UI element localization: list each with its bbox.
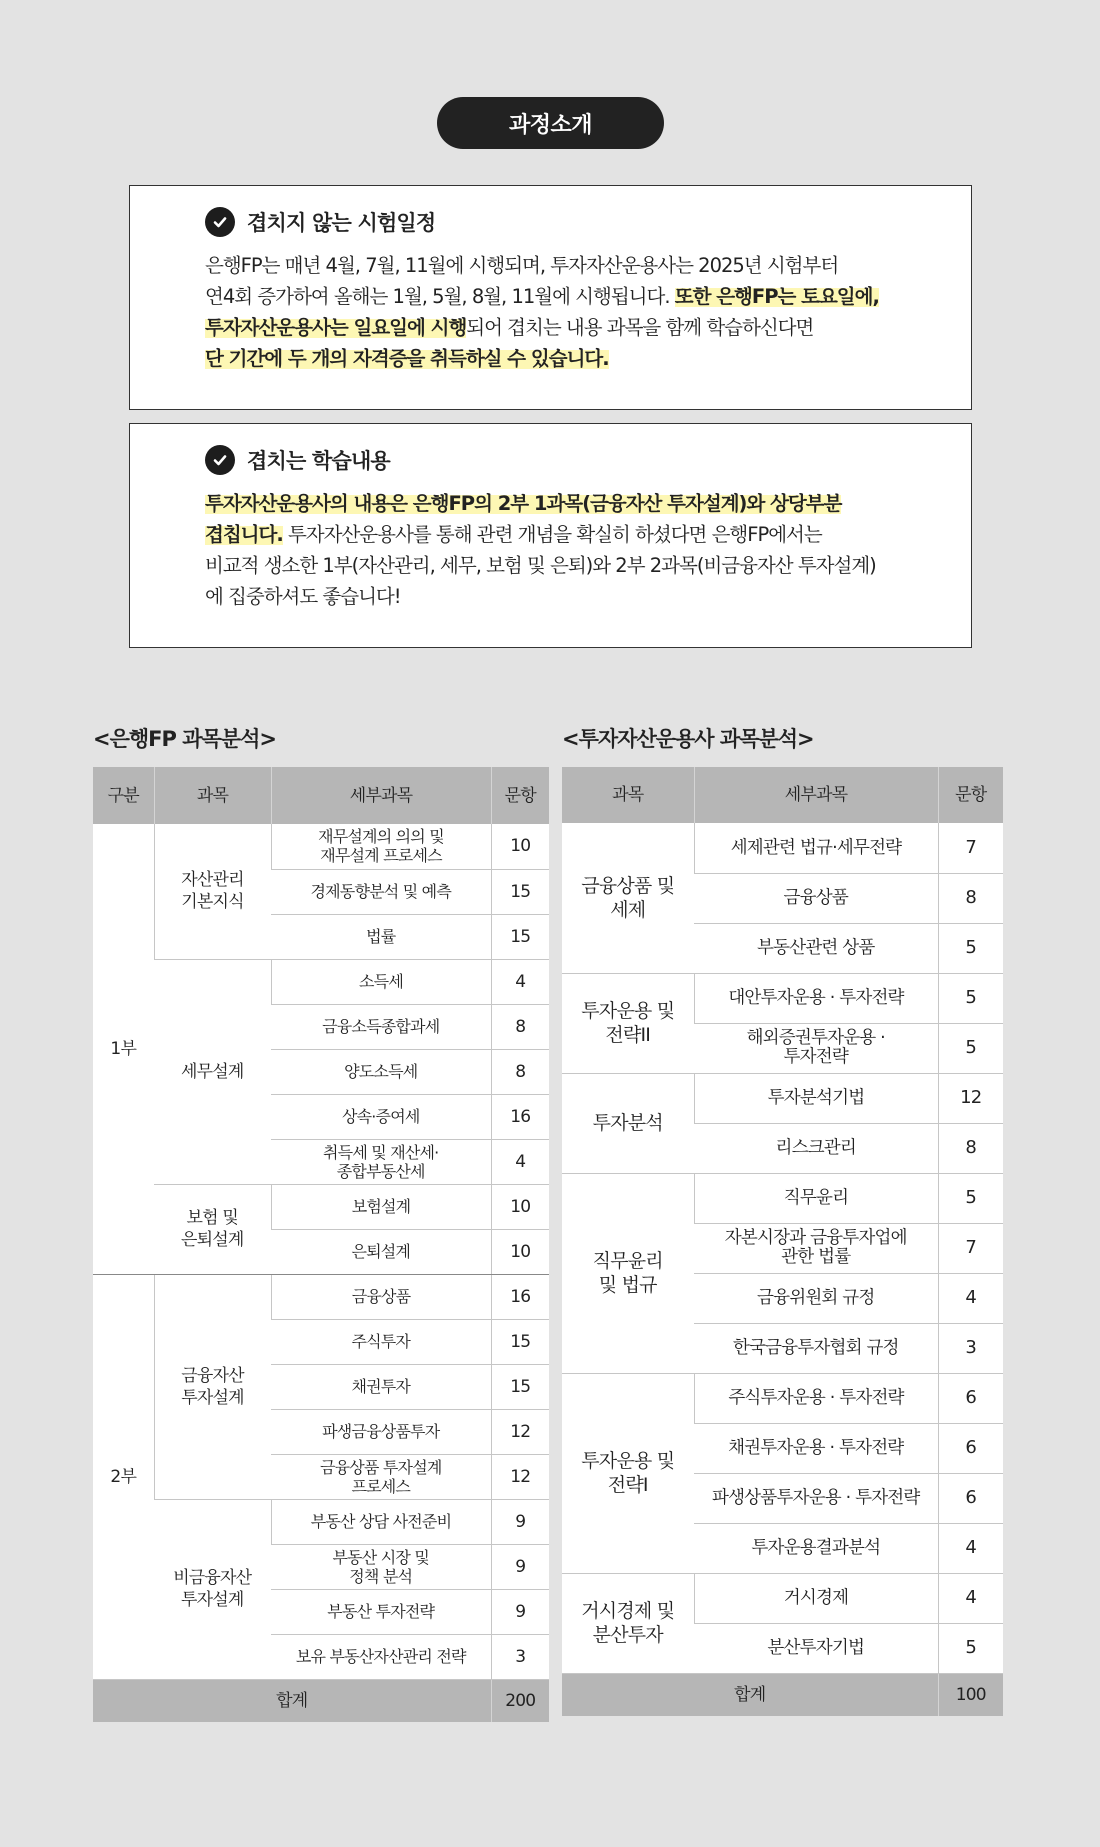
subject-cell: 자산관리 기본지식 <box>154 824 271 959</box>
table-row <box>562 973 1003 1023</box>
header-cell: 세부과목 <box>271 767 491 824</box>
count-cell: 12 <box>491 1409 549 1454</box>
table-row <box>562 1373 1003 1423</box>
detail-cell: 세제관련 법규·세무전략 <box>694 823 938 873</box>
detail-cell: 금융상품 <box>694 873 938 923</box>
detail-cell: 금융위원회 규정 <box>694 1273 938 1323</box>
count-cell: 6 <box>938 1423 1003 1473</box>
total-value: 100 <box>938 1673 1003 1716</box>
box-body <box>205 250 951 374</box>
count-cell: 7 <box>938 823 1003 873</box>
header-cell: 문항 <box>491 767 549 824</box>
detail-cell: 금융상품 투자설계 프로세스 <box>271 1454 491 1499</box>
detail-cell: 주식투자운용 · 투자전략 <box>694 1373 938 1423</box>
count-cell: 5 <box>938 1623 1003 1673</box>
body-text: 연4회 증가하여 올해는 1월, 5월, 8월, 11월에 시행됩니다. <box>205 285 675 308</box>
detail-cell: 부동산 상담 사전준비 <box>271 1499 491 1544</box>
count-cell: 15 <box>491 914 549 959</box>
count-cell: 6 <box>938 1373 1003 1423</box>
total-row <box>93 1679 549 1722</box>
detail-cell: 자본시장과 금융투자업에 관한 법률 <box>694 1223 938 1273</box>
table-header-row <box>93 767 549 824</box>
detail-cell: 채권투자 <box>271 1364 491 1409</box>
detail-cell: 경제동향분석 및 예측 <box>271 869 491 914</box>
detail-cell: 리스크관리 <box>694 1123 938 1173</box>
total-label: 합계 <box>93 1679 491 1722</box>
highlight-text: 겹칩니다. <box>205 523 283 546</box>
table-title-bankfp: <은행FP 과목분석> <box>93 727 276 751</box>
total-label: 합계 <box>562 1673 938 1716</box>
subject-cell: 직무윤리 및 법규 <box>562 1173 694 1373</box>
box-body <box>205 488 951 612</box>
count-cell: 10 <box>491 1184 549 1229</box>
count-cell: 4 <box>938 1273 1003 1323</box>
body-line: 비교적 생소한 1부(자산관리, 세무, 보험 및 은퇴)와 2부 2과목(비금융자산 투자설계) <box>205 554 876 577</box>
section-pill-course-intro: 과정소개 <box>437 97 664 149</box>
check-circle-icon <box>205 207 235 237</box>
count-cell: 8 <box>491 1004 549 1049</box>
header-cell: 세부과목 <box>694 767 938 823</box>
highlight-text: 단 기간에 두 개의 자격증을 취득하실 수 있습니다. <box>205 347 609 370</box>
count-cell: 8 <box>938 873 1003 923</box>
detail-cell: 투자분석기법 <box>694 1073 938 1123</box>
detail-cell: 부동산 시장 및 정책 분석 <box>271 1544 491 1589</box>
detail-cell: 파생상품투자운용 · 투자전략 <box>694 1473 938 1523</box>
count-cell: 15 <box>491 869 549 914</box>
info-box-schedule <box>129 185 972 410</box>
header-cell: 구분 <box>93 767 154 824</box>
table-row <box>93 824 549 869</box>
count-cell: 4 <box>938 1573 1003 1623</box>
detail-cell: 채권투자운용 · 투자전략 <box>694 1423 938 1473</box>
part-cell: 1부 <box>93 824 154 1274</box>
count-cell: 12 <box>491 1454 549 1499</box>
total-value: 200 <box>491 1679 549 1722</box>
detail-cell: 소득세 <box>271 959 491 1004</box>
header-cell: 과목 <box>562 767 694 823</box>
count-cell: 9 <box>491 1544 549 1589</box>
subject-cell: 금융자산 투자설계 <box>154 1274 271 1499</box>
count-cell: 4 <box>491 1139 549 1184</box>
subject-cell: 보험 및 은퇴설계 <box>154 1184 271 1274</box>
detail-cell: 분산투자기법 <box>694 1623 938 1673</box>
detail-cell: 거시경제 <box>694 1573 938 1623</box>
count-cell: 15 <box>491 1319 549 1364</box>
detail-cell: 대안투자운용 · 투자전략 <box>694 973 938 1023</box>
subject-cell: 투자운용 및 전략II <box>562 973 694 1073</box>
table-row <box>93 1184 549 1229</box>
detail-cell: 부동산관련 상품 <box>694 923 938 973</box>
count-cell: 3 <box>491 1634 549 1679</box>
count-cell: 12 <box>938 1073 1003 1123</box>
subject-cell: 투자운용 및 전략I <box>562 1373 694 1573</box>
body-text: 투자자산운용사를 통해 관련 개념을 확실히 하셨다면 은행FP에서는 <box>282 523 822 546</box>
total-row <box>562 1673 1003 1716</box>
highlight-text: 투자자산운용사는 일요일에 시행 <box>205 316 467 339</box>
subject-cell: 비금융자산 투자설계 <box>154 1499 271 1679</box>
body-line <box>205 488 951 519</box>
bankfp-subject-table <box>93 767 549 1722</box>
table-row <box>562 1573 1003 1623</box>
count-cell: 4 <box>491 959 549 1004</box>
detail-cell: 보험설계 <box>271 1184 491 1229</box>
table-title-investment: <투자자산운용사 과목분석> <box>562 727 814 751</box>
body-text: 되어 겹치는 내용 과목을 함께 학습하신다면 <box>466 316 814 339</box>
body-line <box>205 343 951 374</box>
body-line <box>205 519 951 550</box>
count-cell: 10 <box>491 1229 549 1274</box>
count-cell: 9 <box>491 1499 549 1544</box>
count-cell: 5 <box>938 1023 1003 1073</box>
count-cell: 8 <box>491 1049 549 1094</box>
body-line: 에 집중하셔도 좋습니다! <box>205 585 401 608</box>
detail-cell: 직무윤리 <box>694 1173 938 1223</box>
detail-cell: 금융소득종합과세 <box>271 1004 491 1049</box>
subject-cell: 금융상품 및 세제 <box>562 823 694 973</box>
detail-cell: 은퇴설계 <box>271 1229 491 1274</box>
table-row <box>562 823 1003 873</box>
detail-cell: 보유 부동산자산관리 전략 <box>271 1634 491 1679</box>
investment-subject-table <box>562 767 1003 1716</box>
count-cell: 5 <box>938 973 1003 1023</box>
box-title: 겹치는 학습내용 <box>247 449 390 473</box>
highlight-text: 투자자산운용사의 내용은 은행FP의 2부 1과목(금융자산 투자설계)와 상당부분 <box>205 492 842 515</box>
detail-cell: 재무설계의 의의 및 재무설계 프로세스 <box>271 824 491 869</box>
detail-cell: 투자운용결과분석 <box>694 1523 938 1573</box>
body-line: 은행FP는 매년 4월, 7월, 11월에 시행되며, 투자자산운용사는 2025년 시험부터 <box>205 254 839 277</box>
table-header-row <box>562 767 1003 823</box>
detail-cell: 양도소득세 <box>271 1049 491 1094</box>
highlight-text: 또한 은행FP는 토요일에, <box>674 285 879 308</box>
part-cell: 2부 <box>93 1274 154 1679</box>
count-cell: 8 <box>938 1123 1003 1173</box>
count-cell: 5 <box>938 1173 1003 1223</box>
count-cell: 15 <box>491 1364 549 1409</box>
detail-cell: 한국금융투자협회 규정 <box>694 1323 938 1373</box>
detail-cell: 해외증권투자운용 · 투자전략 <box>694 1023 938 1073</box>
table-row <box>562 1173 1003 1223</box>
count-cell: 4 <box>938 1523 1003 1573</box>
body-line <box>205 281 951 312</box>
body-line <box>205 312 951 343</box>
detail-cell: 상속·증여세 <box>271 1094 491 1139</box>
table-row <box>93 959 549 1004</box>
subject-cell: 투자분석 <box>562 1073 694 1173</box>
detail-cell: 파생금융상품투자 <box>271 1409 491 1454</box>
count-cell: 5 <box>938 923 1003 973</box>
box-title: 겹치지 않는 시험일정 <box>247 211 436 235</box>
count-cell: 9 <box>491 1589 549 1634</box>
count-cell: 10 <box>491 824 549 869</box>
table-row <box>93 1499 549 1544</box>
count-cell: 6 <box>938 1473 1003 1523</box>
count-cell: 7 <box>938 1223 1003 1273</box>
count-cell: 3 <box>938 1323 1003 1373</box>
header-cell: 과목 <box>154 767 271 824</box>
info-box-overlap <box>129 423 972 648</box>
header-cell: 문항 <box>938 767 1003 823</box>
subject-cell: 거시경제 및 분산투자 <box>562 1573 694 1673</box>
detail-cell: 법률 <box>271 914 491 959</box>
detail-cell: 금융상품 <box>271 1274 491 1319</box>
subject-cell: 세무설계 <box>154 959 271 1184</box>
count-cell: 16 <box>491 1274 549 1319</box>
count-cell: 16 <box>491 1094 549 1139</box>
table-row <box>562 1073 1003 1123</box>
table-row <box>93 1274 549 1319</box>
detail-cell: 취득세 및 재산세· 종합부동산세 <box>271 1139 491 1184</box>
detail-cell: 주식투자 <box>271 1319 491 1364</box>
check-circle-icon <box>205 445 235 475</box>
detail-cell: 부동산 투자전략 <box>271 1589 491 1634</box>
